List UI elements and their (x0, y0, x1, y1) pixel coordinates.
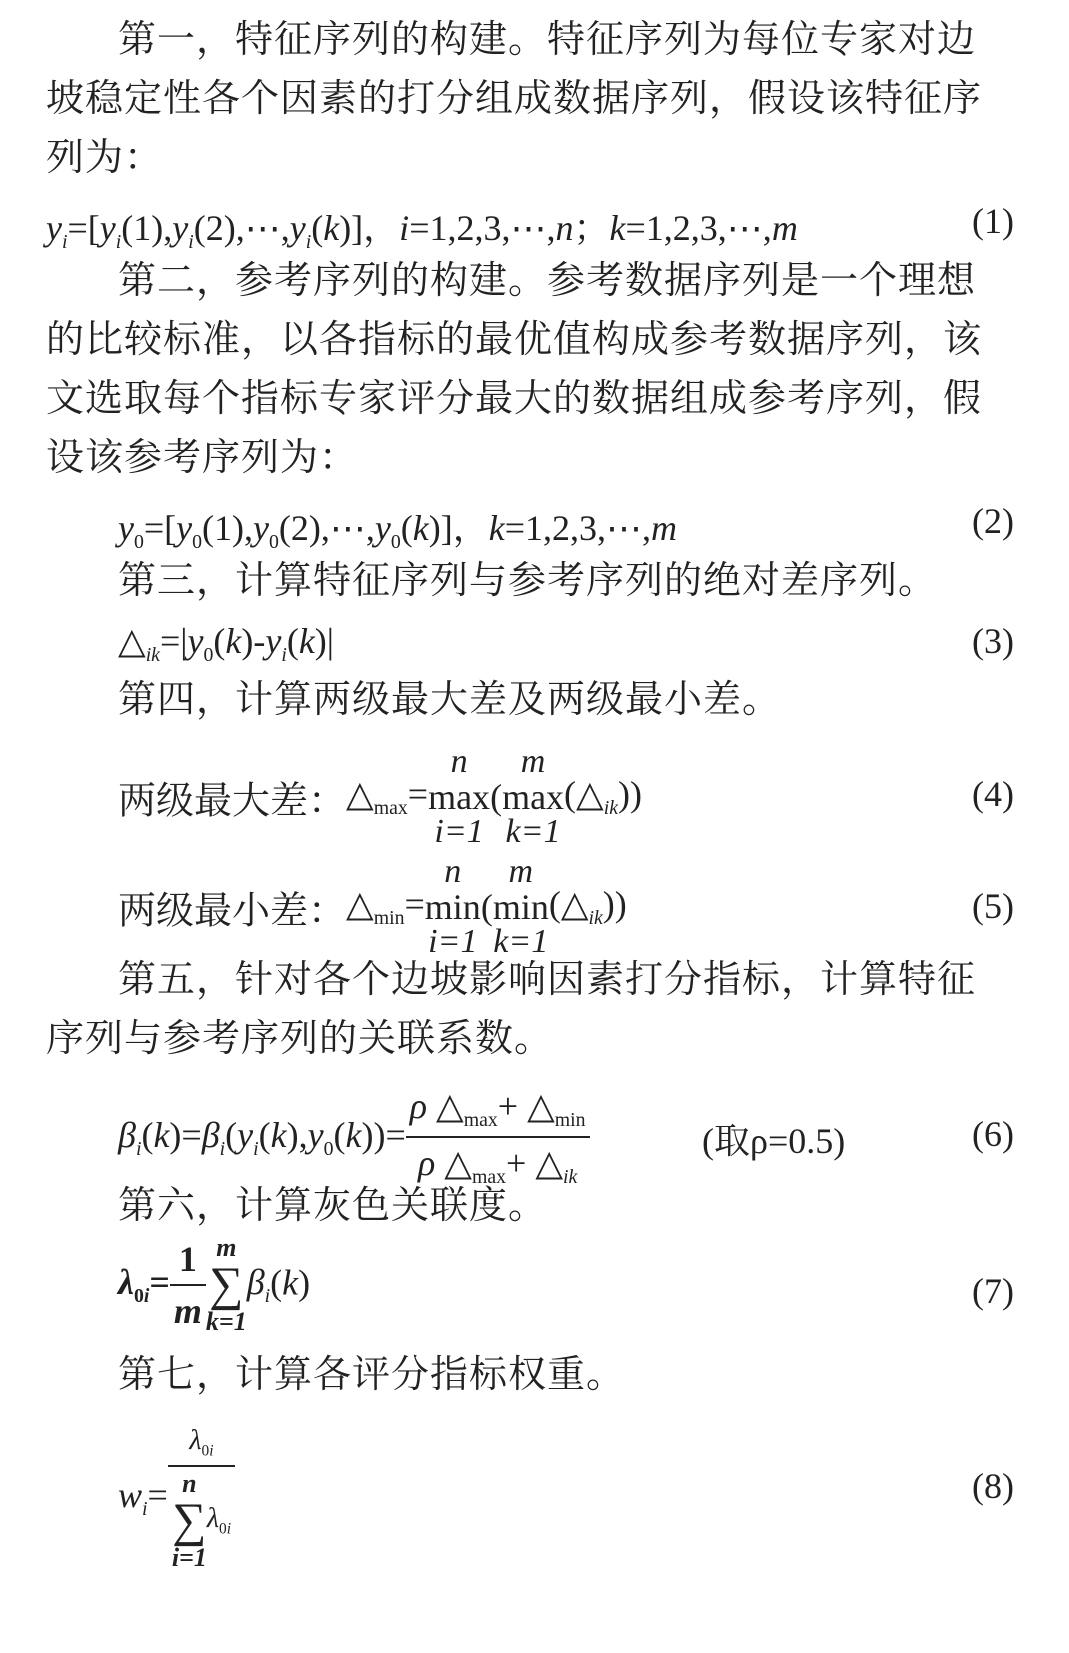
paragraph-4: 第四，计算两级最大差及两级最小差。 (118, 677, 782, 721)
equation-8 (46, 1425, 1014, 1572)
paragraph-7: 第七，计算各评分指标权重。 (118, 1352, 626, 1396)
equation-5 (46, 853, 1014, 960)
equation-3-number: (3) (972, 621, 1014, 661)
equation-7-number: (7) (972, 1271, 1014, 1311)
equation-8-number: (8) (972, 1466, 1014, 1506)
equation-2 (46, 500, 1014, 554)
equation-2-formula: $y_0=[y_0(1),y_0(2),\cdots,y_0(k)]$，k=1,2,3,⋯,m (118, 508, 678, 554)
equation-4-label: 两级最大差： (118, 778, 347, 823)
equation-4-number: (4) (972, 774, 1014, 814)
equation-5-number: (5) (972, 886, 1014, 926)
paragraph-3: 第三，计算特征序列与参考序列的绝对差序列。 (118, 558, 938, 602)
equation-3-formula: $\triangle_{ik}=|y_0(k)-y_i(k)|$ (118, 621, 334, 667)
equation-1 (46, 200, 1014, 254)
paragraph-1: 第一，特征序列的构建。特征序列为每位专家对边坡稳定性各个因素的打分组成数据序列，假设该特征序列为： (46, 17, 983, 179)
equation-5-label: 两级最小差： (118, 888, 347, 933)
paragraph-6: 第六，计算灰色关联度。 (118, 1183, 548, 1227)
equation-7 (46, 1235, 1014, 1335)
equation-6-formula: $\beta_i(k)=\beta_i(y_i(k),y_0(k))=$ $\frac{\rho \triangle_{max}+ \triangle_{min}}{\rho \triangle_{max}+ \triangle_{ik}}$ (118, 1085, 590, 1189)
equation-2-number: (2) (972, 501, 1014, 541)
paragraph-5: 第五，针对各个边坡影响因素打分指标，计算特征序列与参考序列的关联系数。 (46, 957, 977, 1060)
equation-1-number: (1) (972, 201, 1014, 241)
equation-7-formula: $\lambda_{0i}=$ $\frac{1}{m}$ m ∑ k=1 $\beta_i(k)$ (118, 1233, 311, 1336)
equation-8-formula: $w_i=$ $\lambda_{0i}$ n ∑ i=1 $\lambda_{0i}$ (118, 1425, 235, 1571)
equation-6 (46, 1085, 1014, 1189)
equation-4-formula: 两级最大差：$\triangle_{max}=$ n max i=1 ( m max k=1 $(\triangle_{ik})$) (118, 743, 642, 850)
equation-4 (46, 743, 1014, 850)
equation-1-formula: $y_i=[y_i(1),y_i(2),\cdots,y_i(k)]$，i=1,2,3,⋯,n；k=1,2,3,⋯,m (46, 208, 798, 254)
equation-6-number: (6) (972, 1114, 1014, 1154)
equation-3 (46, 620, 1014, 670)
equation-6-note: (取ρ=0.5) (702, 1121, 846, 1161)
paragraph-2: 第二，参考序列的构建。参考数据序列是一个理想的比较标准，以各指标的最优值构成参考数据序列，该文选取每个指标专家评分最大的数据组成参考序列，假设该参考序列为： (46, 258, 983, 479)
equation-5-formula: 两级最小差：$\triangle_{min}=$ n min i=1 ( m min k=1 $(\triangle_{ik})$) (118, 853, 627, 960)
